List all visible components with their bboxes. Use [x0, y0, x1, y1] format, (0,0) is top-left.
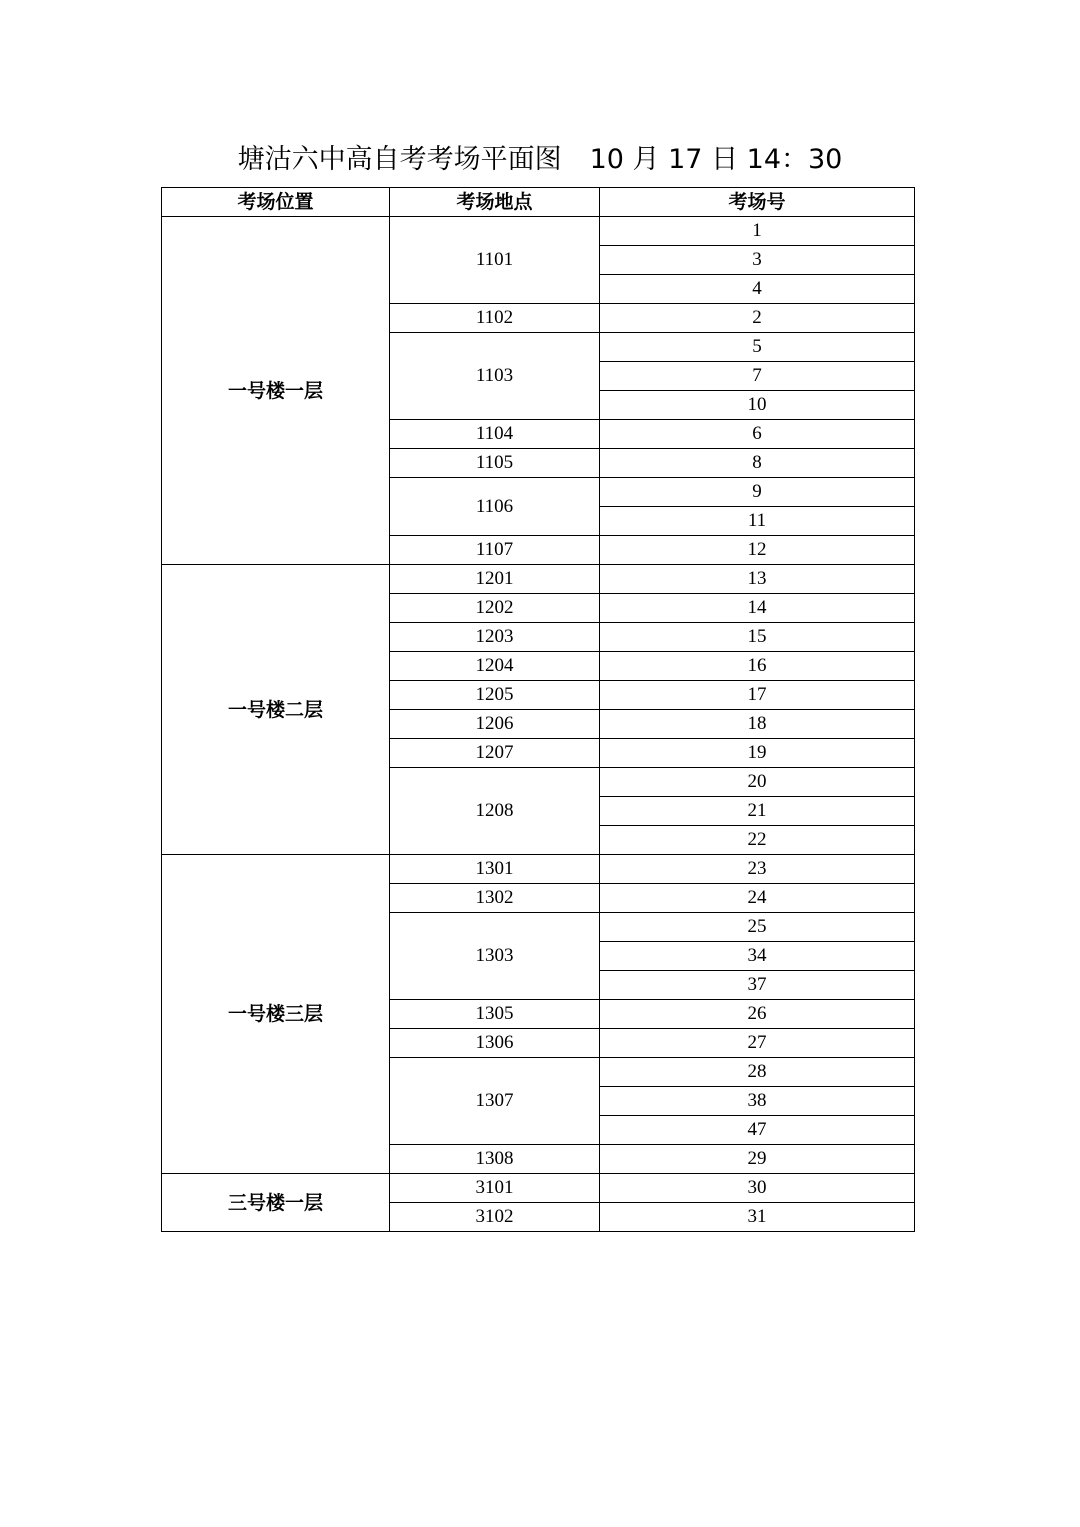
cell-exam-number: 28: [600, 1058, 915, 1087]
cell-exam-number: 20: [600, 768, 915, 797]
cell-exam-number: 16: [600, 652, 915, 681]
table-row: [162, 1174, 915, 1203]
cell-room: 1205: [390, 681, 600, 710]
cell-exam-number: 38: [600, 1087, 915, 1116]
cell-room: 3101: [390, 1174, 600, 1203]
cell-exam-number: 30: [600, 1174, 915, 1203]
cell-exam-number: 13: [600, 565, 915, 594]
page-title: [0, 140, 1080, 180]
cell-room: 1306: [390, 1029, 600, 1058]
title-main: 塘沽六中高自考考场平面图: [237, 144, 562, 175]
cell-location: 一号楼三层: [162, 855, 390, 1174]
cell-room: 1207: [390, 739, 600, 768]
table-row: [162, 855, 915, 884]
cell-room: 1302: [390, 884, 600, 913]
cell-exam-number: 3: [600, 246, 915, 275]
cell-room: 1308: [390, 1145, 600, 1174]
header-exam-number: 考场号: [600, 188, 915, 217]
cell-location: 三号楼一层: [162, 1174, 390, 1232]
cell-room: 1106: [390, 478, 600, 536]
cell-room: 1307: [390, 1058, 600, 1145]
cell-exam-number: 8: [600, 449, 915, 478]
cell-exam-number: 1: [600, 217, 915, 246]
cell-exam-number: 27: [600, 1029, 915, 1058]
cell-room: 1206: [390, 710, 600, 739]
cell-location: 一号楼一层: [162, 217, 390, 565]
cell-exam-number: 17: [600, 681, 915, 710]
table-row: [162, 565, 915, 594]
cell-exam-number: 6: [600, 420, 915, 449]
cell-exam-number: 10: [600, 391, 915, 420]
cell-location: 一号楼二层: [162, 565, 390, 855]
table-body: [162, 217, 915, 1232]
cell-exam-number: 5: [600, 333, 915, 362]
cell-exam-number: 29: [600, 1145, 915, 1174]
cell-room: 1102: [390, 304, 600, 333]
cell-exam-number: 12: [600, 536, 915, 565]
cell-room: 1105: [390, 449, 600, 478]
cell-exam-number: 4: [600, 275, 915, 304]
cell-exam-number: 18: [600, 710, 915, 739]
cell-room: 1301: [390, 855, 600, 884]
cell-exam-number: 26: [600, 1000, 915, 1029]
cell-exam-number: 15: [600, 623, 915, 652]
cell-exam-number: 34: [600, 942, 915, 971]
cell-exam-number: 24: [600, 884, 915, 913]
cell-exam-number: 21: [600, 797, 915, 826]
cell-room: 1305: [390, 1000, 600, 1029]
cell-exam-number: 25: [600, 913, 915, 942]
cell-exam-number: 23: [600, 855, 915, 884]
cell-exam-number: 19: [600, 739, 915, 768]
cell-room: 1101: [390, 217, 600, 304]
cell-room: 1104: [390, 420, 600, 449]
cell-exam-number: 22: [600, 826, 915, 855]
header-room: 考场地点: [390, 188, 600, 217]
cell-room: 1203: [390, 623, 600, 652]
cell-room: 1202: [390, 594, 600, 623]
table-header-row: [162, 188, 915, 217]
cell-exam-number: 11: [600, 507, 915, 536]
cell-exam-number: 14: [600, 594, 915, 623]
cell-room: 3102: [390, 1203, 600, 1232]
cell-room: 1204: [390, 652, 600, 681]
cell-room: 1107: [390, 536, 600, 565]
cell-room: 1201: [390, 565, 600, 594]
cell-exam-number: 37: [600, 971, 915, 1000]
title-date: 10 月 17 日 14：30: [589, 144, 843, 175]
cell-room: 1303: [390, 913, 600, 1000]
cell-exam-number: 47: [600, 1116, 915, 1145]
table-row: [162, 217, 915, 246]
cell-room: 1103: [390, 333, 600, 420]
cell-exam-number: 7: [600, 362, 915, 391]
cell-exam-number: 2: [600, 304, 915, 333]
cell-room: 1208: [390, 768, 600, 855]
cell-exam-number: 9: [600, 478, 915, 507]
cell-exam-number: 31: [600, 1203, 915, 1232]
exam-room-table: [161, 187, 915, 1232]
header-location: 考场位置: [162, 188, 390, 217]
